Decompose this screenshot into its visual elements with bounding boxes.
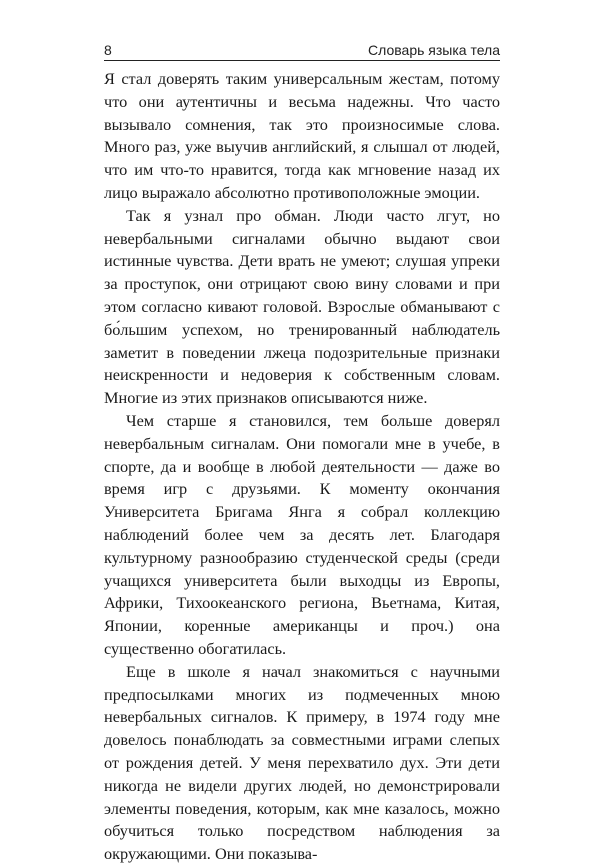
paragraph-4: Еще в школе я начал знакомиться с научными предпосылками многих из подмеченных мною невербальных сигналов. К примеру, в 1974 году мне довелось понаблюдать за совместными играми слепых от рождения детей. У меня перехватило дух. Эти дети никогда не видели других людей, но демонстрировали элементы поведения, которым, как мне казалось, можно обучиться только посредством наблюдения за окружающими. Они показыва- — [104, 661, 500, 864]
book-page — [104, 36, 500, 866]
page-number: 8 — [104, 42, 112, 58]
paragraph-3: Чем старше я становился, тем больше доверял невербальным сигналам. Они помогали мне в учебе, в спорте, да и вообще в любой деятельности — даже во время игр с друзьями. К моменту окончания Университета Бригама Янга я собрал коллекцию наблюдений более чем за десять лет. Благодаря культурному разнообразию студенческой среды (среди учащихся университета были выходцы из Европы, Африки, Тихоокеанского региона, Вьетнама, Китая, Японии, коренные американцы и проч.) она существенно обогатилась. — [104, 410, 500, 658]
running-title: Словарь языка тела — [368, 42, 500, 58]
body-text — [104, 68, 500, 866]
paragraph-1: Я стал доверять таким универсальным жестам, потому что они аутентичны и весьма надежны. Что часто вызывало сомнения, так это произносимые слова. Много раз, уже выучив английский, я слышал от людей, что им что-то нравится, тогда как мгновение назад их лицо выражало абсолютно противоположные эмоции. — [104, 69, 500, 202]
running-header — [104, 36, 500, 61]
paragraph-2: Так я узнал про обман. Люди часто лгут, но невербальными сигналами обычно выдают свои истинные чувства. Дети врать не умеют; слушая упреки за проступок, они отрицают свою вину словами и при этом согласно кивают головой. Взрослые обманывают с бо́льшим успехом, но тренированный наблюдатель заметит в поведении лжеца подозрительные признаки неискренности и недоверия к собственным словам. Многие из этих признаков описываются ниже. — [104, 205, 500, 408]
